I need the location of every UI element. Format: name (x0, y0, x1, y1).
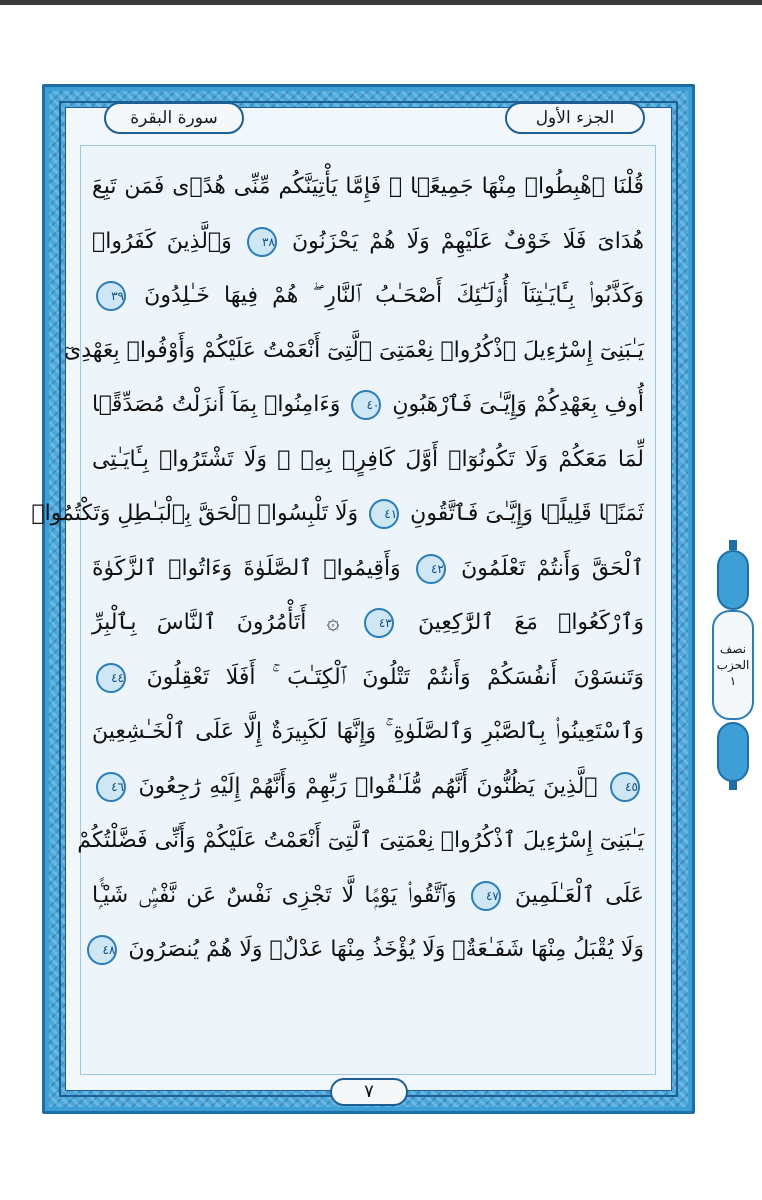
ayah-number-marker: ٤٥ (610, 772, 640, 802)
line-text: وَكَذَّبُوا۟ بِـَٔايَـٰتِنَآ أُو۟لَـٰٓئِكَ أَصْحَـٰبُ ٱلنَّارِ ۖ هُمْ فِيهَا خَـٰلِدُونَ (144, 283, 644, 308)
marker-tip (729, 540, 737, 550)
line-text: وَءَامِنُوا۟ بِمَآ أَنزَلْتُ مُصَدِّقًۭا (92, 392, 341, 417)
text-line (92, 215, 644, 270)
line-text: ثَمَنًۭا قَلِيلًۭا وَإِيَّـٰىَ فَٱتَّقُونِ (410, 501, 644, 526)
line-text: لِّمَا مَعَكُمْ وَلَا تَكُونُوٓا۟ أَوَّلَ كَافِرٍۭ بِهِۦ ۖ وَلَا تَشْتَرُوا۟ بِـَٔايَـٰتِى (92, 446, 644, 472)
line-text: ٱلْحَقَّ وَأَنتُمْ تَعْلَمُونَ (461, 555, 644, 581)
line-text: وَأَقِيمُوا۟ ٱلصَّلَوٰةَ وَءَاتُوا۟ ٱلزَّكَوٰةَ (92, 555, 401, 581)
text-line (92, 269, 644, 324)
ayah-number-marker: ٣٨ (247, 227, 277, 257)
text-line (92, 869, 644, 924)
text-line (92, 542, 644, 597)
ayah-number-marker: ٤٣ (364, 608, 394, 638)
text-line (31, 487, 644, 542)
surah-title: سورة البقرة (104, 102, 244, 134)
quran-text (31, 160, 645, 978)
page-number: ٧ (330, 1078, 408, 1106)
line-text: عَلَى ٱلْعَـٰلَمِينَ (515, 882, 645, 908)
line-text: قُلْنَا ٱهْبِطُوا۟ مِنْهَا جَمِيعًۭا ۖ فَإِمَّا يَأْتِيَنَّكُم مِّنِّى هُدًۭى فَمَن تَبِعَ (92, 174, 644, 199)
hizb-number: ١ (729, 674, 737, 688)
text-line (92, 923, 644, 978)
marker-tip (729, 780, 737, 790)
ayah-number-marker: ٤٨ (87, 935, 117, 965)
line-text: يَـٰبَنِىٓ إِسْرَٰٓءِيلَ ٱذْكُرُوا۟ نِعْمَتِىَ ٱلَّتِىٓ أَنْعَمْتُ عَلَيْكُمْ وَأَوْفُوا۟ بِعَهْدِىٓ (63, 337, 644, 363)
ayah-number-marker: ٤٦ (96, 772, 126, 802)
hizb-label-word: نصف (719, 642, 747, 656)
line-text: وَلَا تَلْبِسُوا۟ ٱلْحَقَّ بِٱلْبَـٰطِلِ وَتَكْتُمُوا۟ (31, 501, 359, 526)
text-line (92, 378, 644, 433)
line-text: يَـٰبَنِىٓ إِسْرَٰٓءِيلَ ٱذْكُرُوا۟ نِعْمَتِىَ ٱلَّتِىٓ أَنْعَمْتُ عَلَيْكُمْ وَأَنِّى فَضَّلْتُكُمْ (77, 828, 644, 853)
text-line (92, 433, 644, 488)
ayah-number-marker: ٤٧ (471, 881, 501, 911)
text-line (77, 814, 644, 869)
line-text: ۞ أَتَأْمُرُونَ ٱلنَّاسَ بِٱلْبِرِّ (92, 610, 340, 635)
marker-ornament (717, 722, 749, 782)
line-text: أُوفِ بِعَهْدِكُمْ وَإِيَّـٰىَ فَٱرْهَبُونِ (392, 392, 644, 417)
text-line (92, 596, 644, 651)
ayah-number-marker: ٤٤ (96, 663, 126, 693)
text-line (92, 705, 644, 760)
hizb-label (712, 610, 754, 720)
line-text: وَٱسْتَعِينُوا۟ بِٱلصَّبْرِ وَٱلصَّلَوٰةِ ۚ وَإِنَّهَا لَكَبِيرَةٌ إِلَّا عَلَى ٱلْخَـٰشِعِينَ (92, 719, 644, 744)
hizb-label-word: الحزب (716, 658, 750, 672)
line-text: ٱلَّذِينَ يَظُنُّونَ أَنَّهُم مُّلَـٰقُوا۟ رَبِّهِمْ وَأَنَّهُمْ إِلَيْهِ رَٰجِعُونَ (138, 773, 598, 799)
marker-ornament (717, 550, 749, 610)
line-text: وَلَا يُقْبَلُ مِنْهَا شَفَـٰعَةٌۭ وَلَا يُؤْخَذُ مِنْهَا عَدْلٌۭ وَلَا هُمْ يُنصَرُونَ (128, 937, 644, 962)
text-line (63, 324, 644, 379)
line-text: وَٱلَّذِينَ كَفَرُوا۟ (92, 228, 232, 254)
ayah-number-marker: ٤٠ (351, 390, 381, 420)
ayah-number-marker: ٤٢ (416, 554, 446, 584)
text-line (92, 651, 644, 706)
top-bar (0, 0, 762, 5)
ayah-number-marker: ٣٩ (96, 281, 126, 311)
text-line (92, 760, 644, 815)
line-text: وَٱرْكَعُوا۟ مَعَ ٱلرَّٰكِعِينَ (417, 610, 645, 635)
text-line (92, 160, 644, 215)
ayah-number-marker: ٤١ (369, 499, 399, 529)
line-text: هُدَاىَ فَلَا خَوْفٌ عَلَيْهِمْ وَلَا هُمْ يَحْزَنُونَ (292, 228, 644, 254)
juz-title: الجزء الأول (505, 102, 645, 134)
hizb-marker (708, 540, 758, 790)
line-text: وَٱتَّقُوا۟ يَوْمًۭا لَّا تَجْزِى نَفْسٌ عَن نَّفْسٍۢ شَيْـًۭٔا (92, 882, 457, 908)
line-text: وَتَنسَوْنَ أَنفُسَكُمْ وَأَنتُمْ تَتْلُونَ ٱلْكِتَـٰبَ ۚ أَفَلَا تَعْقِلُونَ (146, 664, 644, 690)
